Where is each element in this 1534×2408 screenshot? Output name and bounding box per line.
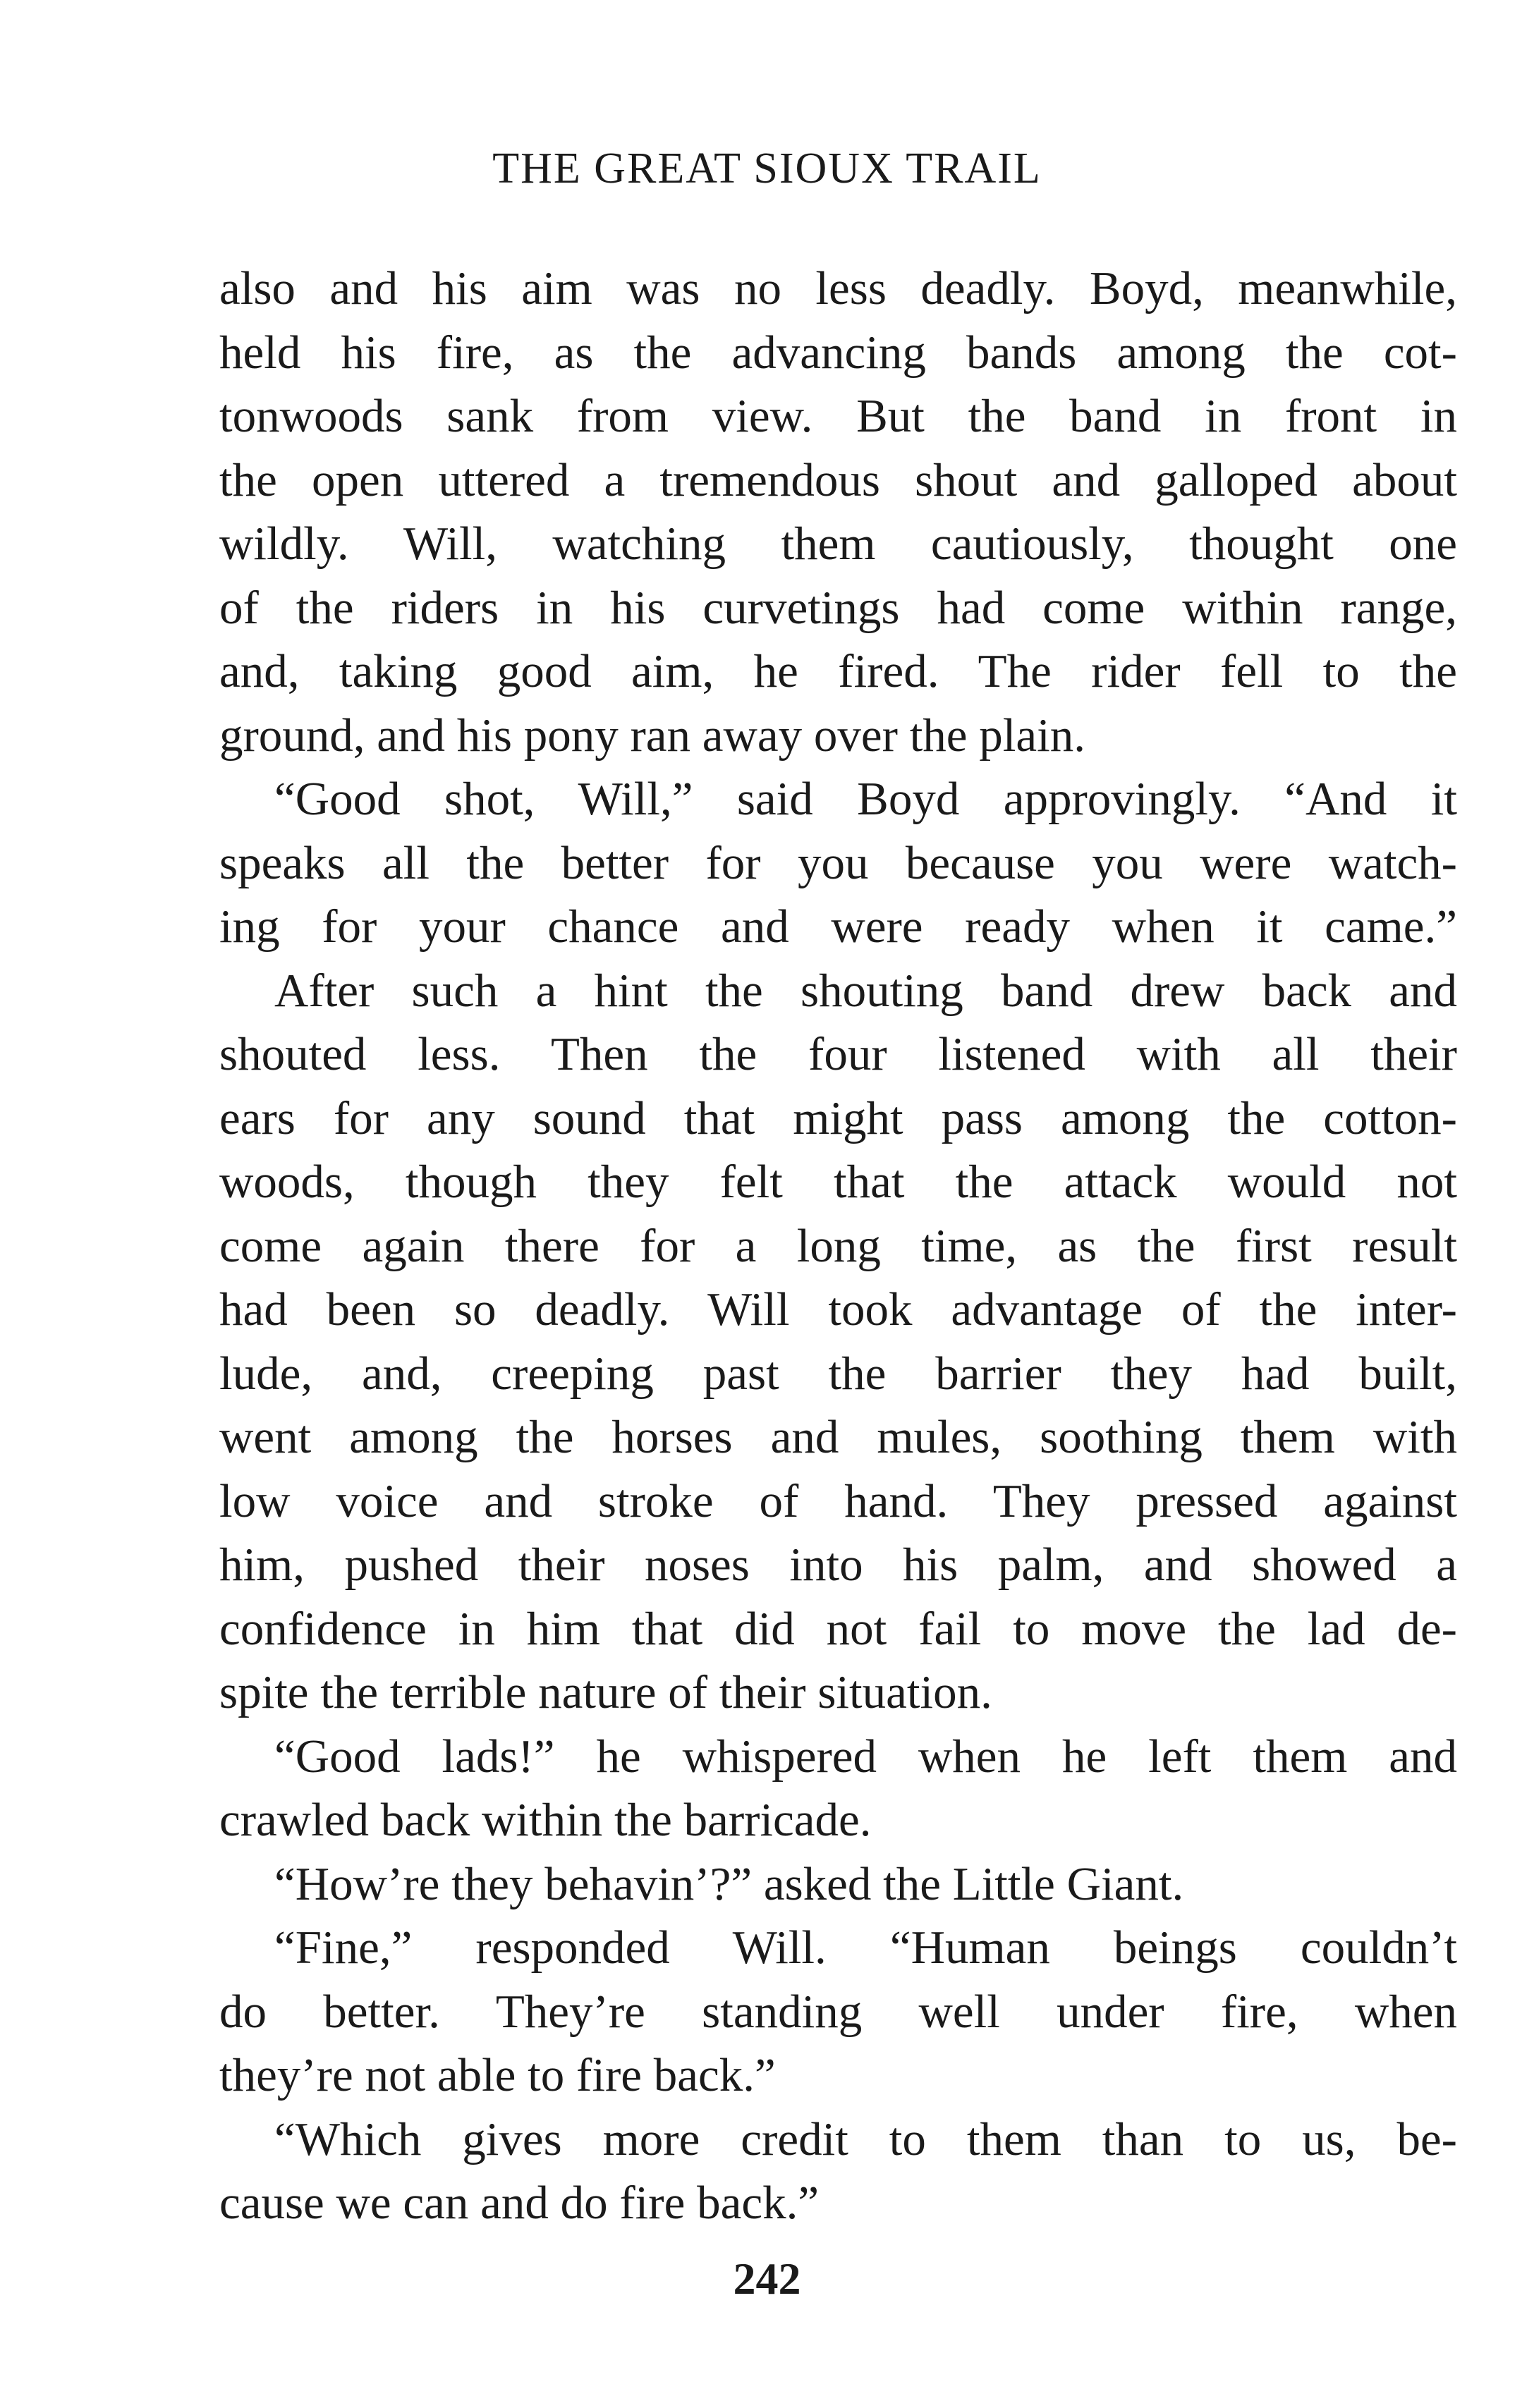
text-line: woods, though they felt that the attack would not <box>219 1156 1457 1208</box>
text-line: tonwoods sank from view. But the band in front in <box>219 390 1457 442</box>
text-line: After such a hint the shouting band drew back and <box>274 964 1457 1017</box>
text-line: “How’re they behavin’?” asked the Little Giant. <box>274 1857 1184 1910</box>
text-line: confidence in him that did not fail to move the lad de- <box>219 1602 1457 1655</box>
text-line: crawled back within the barricade. <box>219 1794 872 1846</box>
text-line: come again there for a long time, as the first result <box>219 1219 1457 1272</box>
text-line: “Which gives more credit to them than to us, be- <box>274 2113 1457 2165</box>
text-line: ground, and his pony ran away over the plain. <box>219 709 1086 762</box>
body-text <box>219 257 1457 2235</box>
text-line: spite the terrible nature of their situation. <box>219 1666 992 1718</box>
text-line: went among the horses and mules, soothing them with <box>219 1411 1457 1463</box>
text-line: “Good lads!” he whispered when he left them and <box>274 1730 1457 1783</box>
text-line: wildly. Will, watching them cautiously, thought one <box>219 518 1457 570</box>
text-line: ears for any sound that might pass among the cotton- <box>219 1092 1457 1144</box>
text-line: speaks all the better for you because you were watch- <box>219 836 1457 889</box>
text-line: held his fire, as the advancing bands among the cot- <box>219 326 1457 379</box>
text-line: cause we can and do fire back.” <box>219 2177 820 2229</box>
text-line: the open uttered a tremendous shout and galloped about <box>219 453 1457 506</box>
text-line: do better. They’re standing well under fire, when <box>219 1985 1457 2038</box>
text-line: “Good shot, Will,” said Boyd approvingly. “And it <box>274 773 1457 825</box>
text-line: and, taking good aim, he fired. The rider fell to the <box>219 645 1457 697</box>
text-line: they’re not able to fire back.” <box>219 2049 776 2101</box>
text-line: lude, and, creeping past the barrier they had built, <box>219 1347 1457 1400</box>
text-line: “Fine,” responded Will. “Human beings couldn’t <box>274 1921 1457 1974</box>
text-line: low voice and stroke of hand. They pressed against <box>219 1474 1457 1527</box>
text-line: him, pushed their noses into his palm, and showed a <box>219 1539 1457 1591</box>
text-line: of the riders in his curvetings had come within range, <box>219 581 1457 634</box>
running-header: THE GREAT SIOUX TRAIL <box>492 145 1042 192</box>
text-line: shouted less. Then the four listened with all their <box>219 1028 1457 1080</box>
text-line: ing for your chance and were ready when it came.” <box>219 900 1457 953</box>
page-number: 242 <box>733 2254 801 2304</box>
text-line: also and his aim was no less deadly. Boyd, meanwhile, <box>219 262 1457 314</box>
text-line: had been so deadly. Will took advantage of the inter- <box>219 1283 1457 1336</box>
